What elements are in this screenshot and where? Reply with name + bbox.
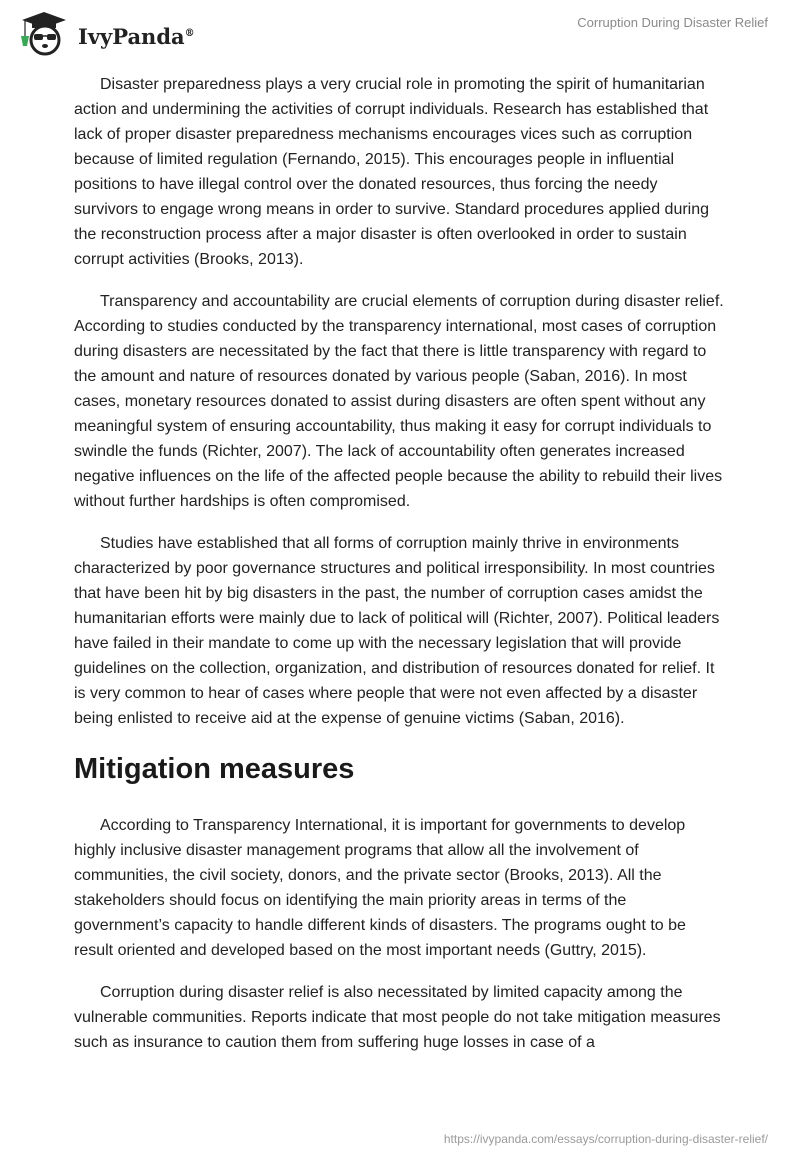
- paragraph: Studies have established that all forms of corruption mainly thrive in environments characterized by poor governance structures and political irresponsibility. In most countries that have been hit by big disasters in the past, the number of corruption cases amidst the humanitarian efforts were mainly due to lack of political will (Richter, 2007). Political leaders have failed in their mandate to come up with the necessary legislation that will provide guidelines on the collection, organization, and distribution of resources donated for relief. It is very common to hear of cases where people that were not even affected by a disaster being enlisted to receive aid at the expense of genuine victims (Saban, 2016).: [74, 535, 720, 727]
- section-heading: Mitigation measures: [74, 753, 355, 785]
- paragraph: Corruption during disaster relief is also necessitated by limited capacity among the vulnerable communities. Reports indicate that most people do not take mitigation measures such as insurance to caution them from suffering huge losses in case of a: [74, 984, 721, 1051]
- document-title: Corruption During Disaster Relief: [577, 15, 768, 30]
- paragraph: According to Transparency International, it is important for governments to develop highly inclusive disaster management programs that allow all the involvement of communities, the civil society, donors, and the private sector (Brooks, 2013). All the stakeholders should focus on identifying the main priority areas in terms of the government’s capacity to handle different kinds of disasters. The programs ought to be result oriented and developed based on the most important needs (Guttry, 2015).: [74, 817, 686, 959]
- paragraph: Transparency and accountability are crucial elements of corruption during disaster relief. According to studies conducted by the transparency international, most cases of corruption during disasters are necessitated by the fact that there is little transparency with regard to the amount and nature of resources donated by various people (Saban, 2016). In most cases, monetary resources donated to assist during disasters are often spent without any meaningful system of ensuring accountability, thus making it easy for corrupt individuals to swindle the funds (Richter, 2007). The lack of accountability often generates increased negative influences on the life of the affected people because the ability to rebuild their lives without further hardships is often compromised.: [74, 293, 724, 510]
- source-url[interactable]: https://ivypanda.com/essays/corruption-during-disaster-relief/: [443, 1132, 768, 1146]
- registered-mark: ®: [184, 27, 195, 39]
- ivypanda-logo[interactable]: [18, 8, 195, 56]
- paragraph: Disaster preparedness plays a very crucial role in promoting the spirit of humanitarian action and undermining the activities of corrupt individuals. Research has established that lack of proper disaster preparedness mechanisms encourages vices such as corruption because of limited regulation (Fernando, 2015). This encourages people in influential positions to have illegal control over the donated resources, thus forcing the needy survivors to engage wrong means in order to survive. Standard procedures applied during the reconstruction process after a major disaster is often overlooked in order to sustain corrupt activities (Brooks, 2013).: [74, 76, 710, 268]
- page-header: [0, 0, 800, 60]
- panda-graduate-icon: [18, 8, 70, 56]
- brand-name: IvyPanda: [78, 23, 185, 49]
- article-body: [74, 72, 724, 1072]
